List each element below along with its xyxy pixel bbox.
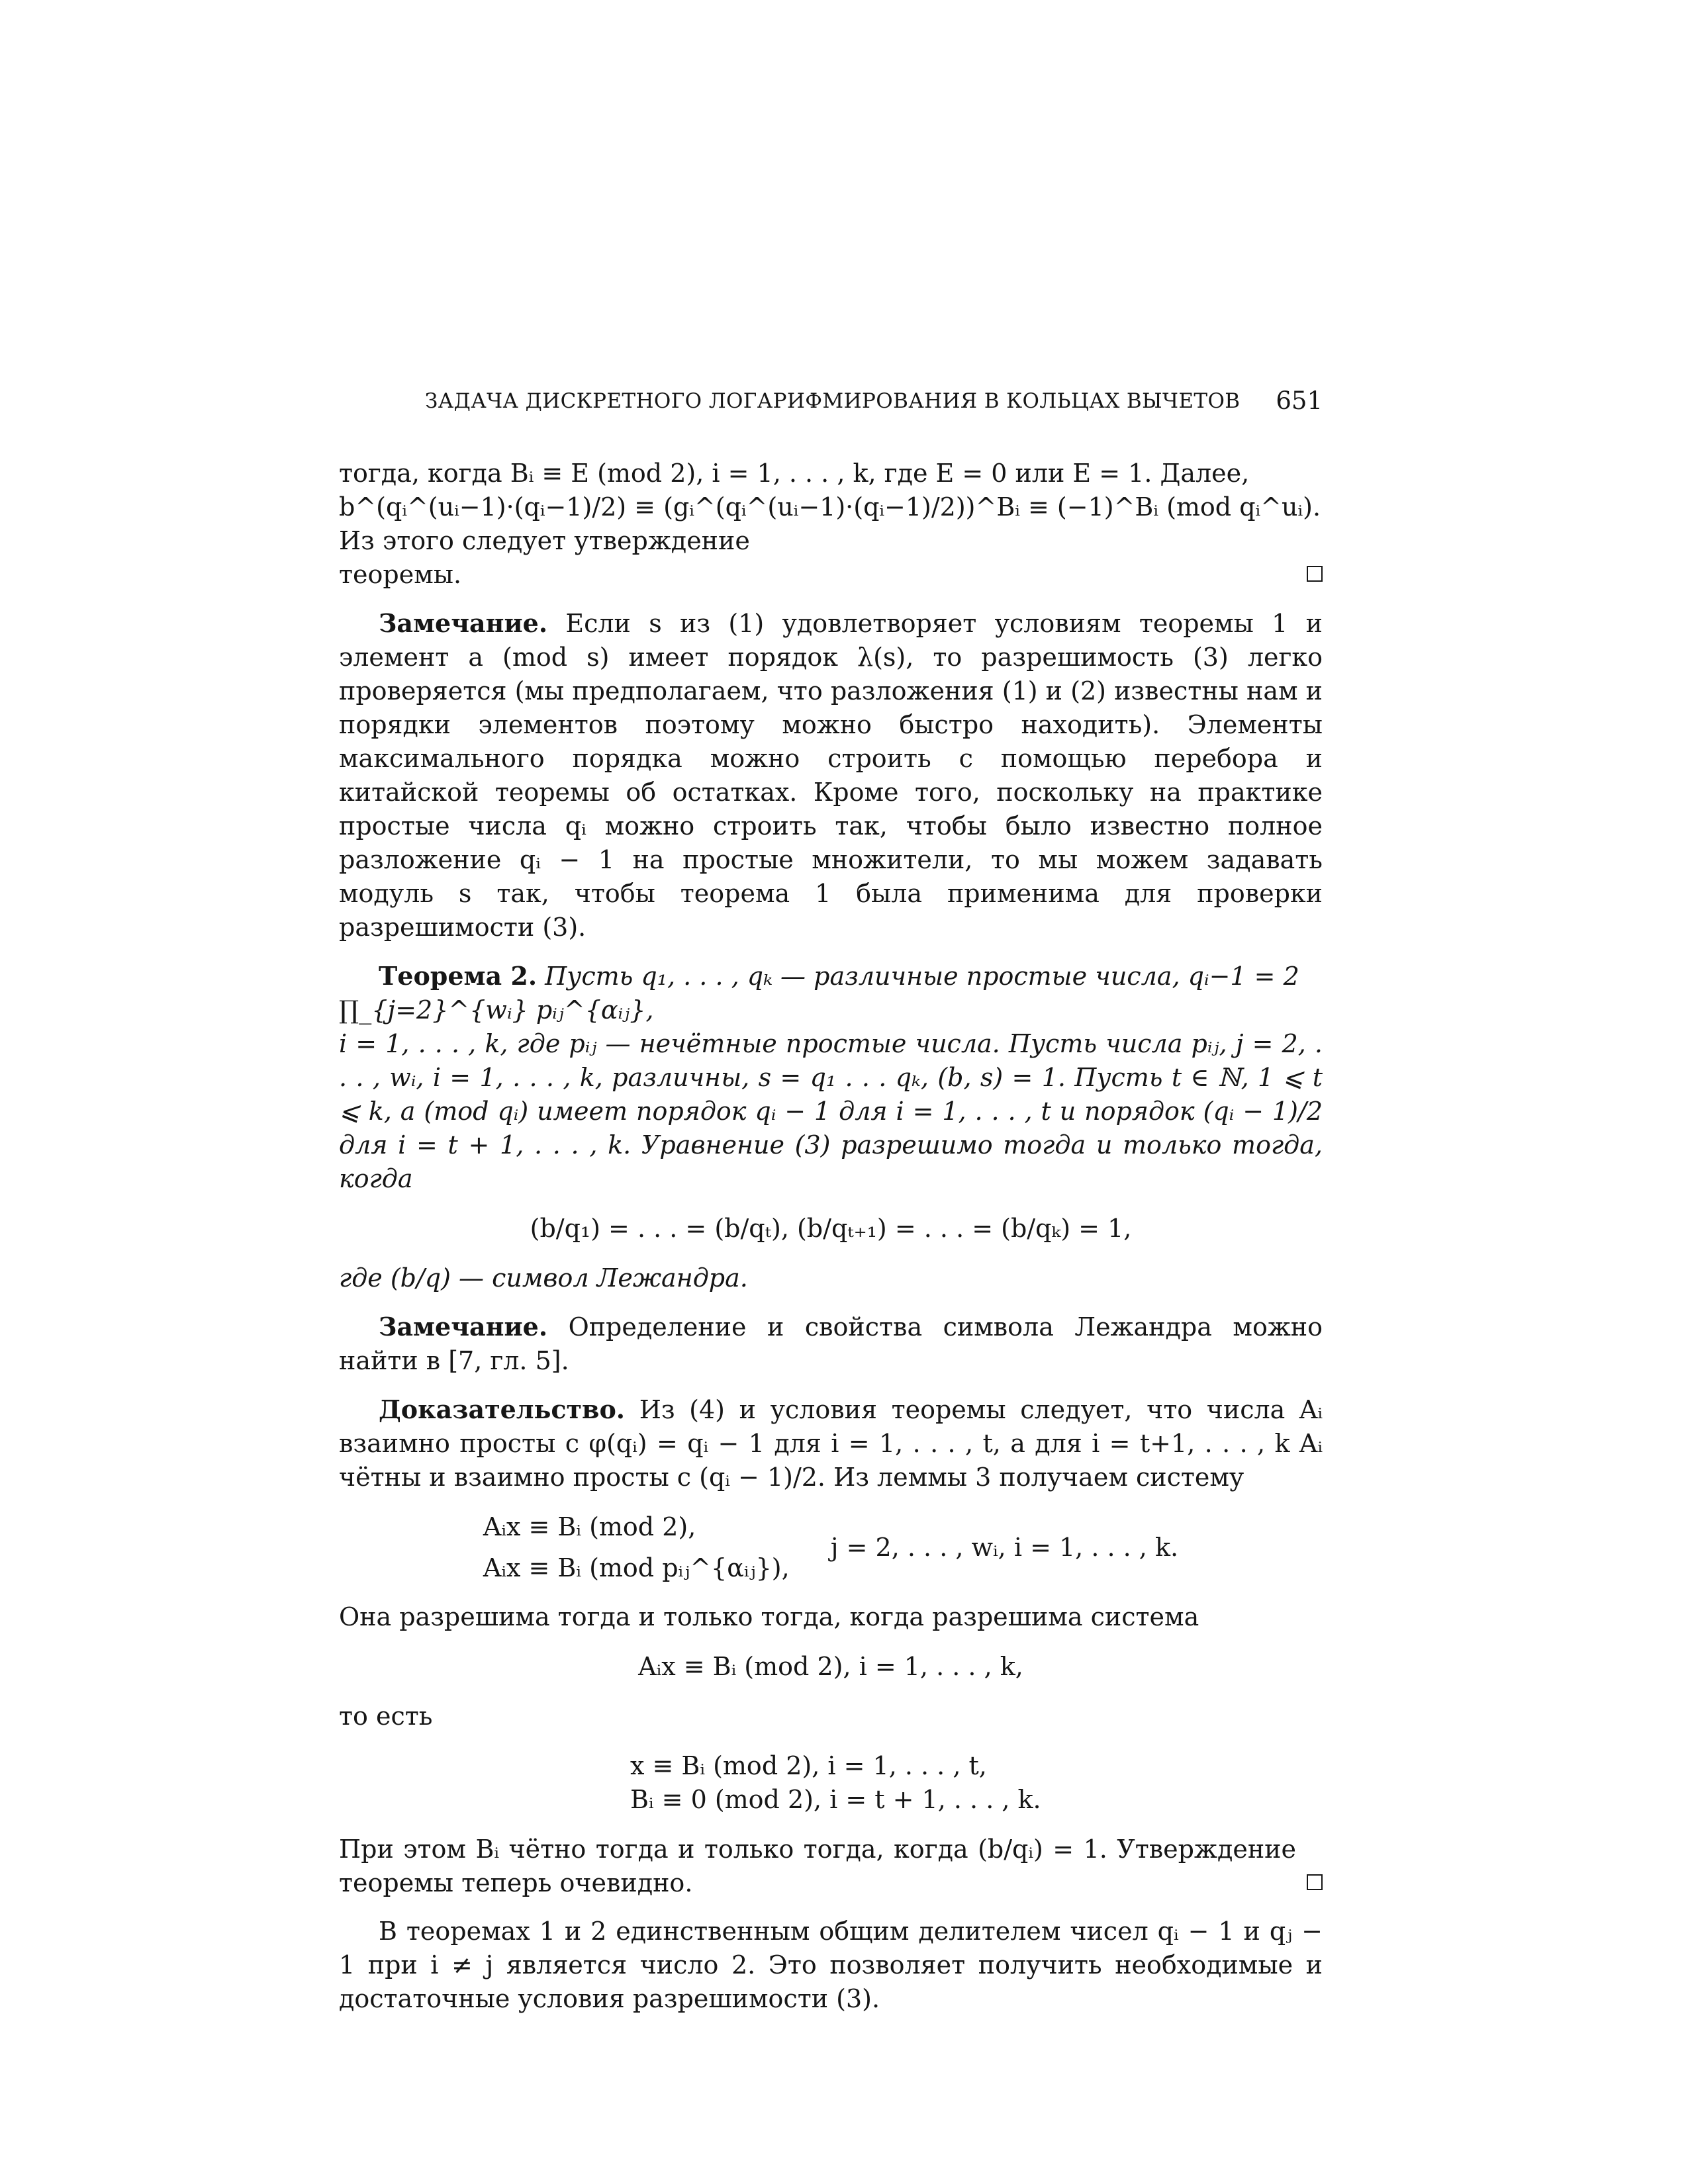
para1-line2: b^(qᵢ^(uᵢ−1)·(qᵢ−1)/2) ≡ (gᵢ^(qᵢ^(uᵢ−1)·(qᵢ−1)/2))^Bᵢ ≡ (−1)^Bᵢ (mod qᵢ^uᵢ). Из этого следует утверждение xyxy=(339,492,1321,555)
remark1-label: Замечание. xyxy=(379,608,548,638)
proof-conclusion xyxy=(339,1833,1323,1900)
solvable-text: Она разрешима тогда и только тогда, когда разрешима система xyxy=(339,1602,1199,1631)
header-title: ЗАДАЧА ДИСКРЕТНОГО ЛОГАРИФМИРОВАНИЯ В КОЛЬЦАХ ВЫЧЕТОВ xyxy=(425,389,1241,413)
running-header xyxy=(425,387,1323,421)
para1-line3 xyxy=(339,558,1323,592)
legendre-equation: (b/q₁) = . . . = (b/qₜ), (b/qₜ₊₁) = . . . = (b/qₖ) = 1, xyxy=(530,1214,1132,1243)
remark1 xyxy=(339,606,1323,944)
qed-square-icon-2 xyxy=(1307,1874,1323,1890)
remark2-text: Определение и свойства символа Лежандра можно найти в [7, гл. 5]. xyxy=(339,1312,1323,1375)
proof-conclusion-text: При этом Bᵢ чётно тогда и только тогда, когда (b/qᵢ) = 1. Утверждение теоремы теперь очевидно. xyxy=(339,1835,1296,1897)
proof-label: Доказательство. xyxy=(379,1394,626,1424)
system-range: j = 2, . . . , wᵢ, i = 1, . . . , k. xyxy=(830,1532,1179,1562)
congruence-system xyxy=(339,1506,1323,1588)
that-is: то есть xyxy=(339,1702,433,1731)
system-line2: Aᵢx ≡ Bᵢ (mod pᵢⱼ^{αᵢⱼ}), xyxy=(483,1553,790,1582)
final-system-line1: x ≡ Bᵢ (mod 2), i = 1, . . . , t, xyxy=(630,1751,987,1780)
para1-line1: тогда, когда Bᵢ ≡ E (mod 2), i = 1, . . . , k, где E = 0 или E = 1. Далее, xyxy=(339,459,1250,488)
remark1-text: Если s из (1) удовлетворяет условиям теоремы 1 и элемент a (mod s) имеет порядок λ(s), то разрешимость (3) легко проверяется (мы предполагаем, что разложения (1) и (2) известны нам и порядки элементов поэтому можно быстро находить). Элементы максимального порядка можно строить с помощью перебора и китайской теоремы об остатках. Кроме того, поскольку на практике простые числа qᵢ можно строить так, чтобы было известно полное разложение qᵢ − 1 на простые множители, то мы можем задавать модуль s так, чтобы теорема 1 была применима для проверки разрешимости (3). xyxy=(339,609,1323,942)
para1-line3-text: теоремы. xyxy=(339,560,462,589)
final-paragraph: В теоремах 1 и 2 единственным общим делителем чисел qᵢ − 1 и qⱼ − 1 при i ≠ j является число 2. Это позволяет получить необходимые и достаточные условия разрешимости (3). xyxy=(339,1917,1323,2013)
system-line1: Aᵢx ≡ Bᵢ (mod 2), xyxy=(483,1512,696,1541)
theorem2-body: i = 1, . . . , k, где pᵢⱼ — нечётные простые числа. Пусть числа pᵢⱼ, j = 2, . . . , wᵢ, i = 1, . . . , k, различны, s = q₁ . . . qₖ, (b, s) = 1. Пусть t ∈ ℕ, 1 ⩽ t ⩽ k, a (mod qᵢ) имеет порядок qᵢ − 1 для i = 1, . . . , t и порядок (qᵢ − 1)/2 для i = t + 1, . . . , k. Уравнение (3) разрешимо тогда и только тогда, когда xyxy=(339,1029,1323,1193)
system-left xyxy=(483,1506,790,1588)
theorem2-line1-text: Пусть q₁, . . . , qₖ — различные простые числа, qᵢ−1 = 2 ∏_{j=2}^{wᵢ} pᵢⱼ^{αᵢⱼ}, xyxy=(339,962,1299,1024)
theorem2-line1 xyxy=(339,959,1323,1027)
remark2-label: Замечание. xyxy=(379,1312,548,1342)
page-number: 651 xyxy=(1276,387,1323,415)
body-text xyxy=(339,457,1323,2016)
remark2 xyxy=(339,1310,1323,1378)
equation-mod2: Aᵢx ≡ Bᵢ (mod 2), i = 1, . . . , k, xyxy=(638,1652,1023,1681)
theorem2-label: Теорема 2. xyxy=(379,961,538,991)
final-system xyxy=(339,1749,1323,1817)
theorem2-after: где (b/q) — символ Лежандра. xyxy=(339,1263,748,1293)
final-system-line2: Bᵢ ≡ 0 (mod 2), i = t + 1, . . . , k. xyxy=(630,1785,1041,1814)
proof-text: Из (4) и условия теоремы следует, что числа Aᵢ взаимно просты с φ(qᵢ) = qᵢ − 1 для i = 1, . . . , t, а для i = t+1, . . . , k Aᵢ чётны и взаимно просты с (qᵢ − 1)/2. Из леммы 3 получаем систему xyxy=(339,1395,1323,1492)
proof xyxy=(339,1392,1323,1494)
qed-square-icon xyxy=(1307,566,1323,582)
